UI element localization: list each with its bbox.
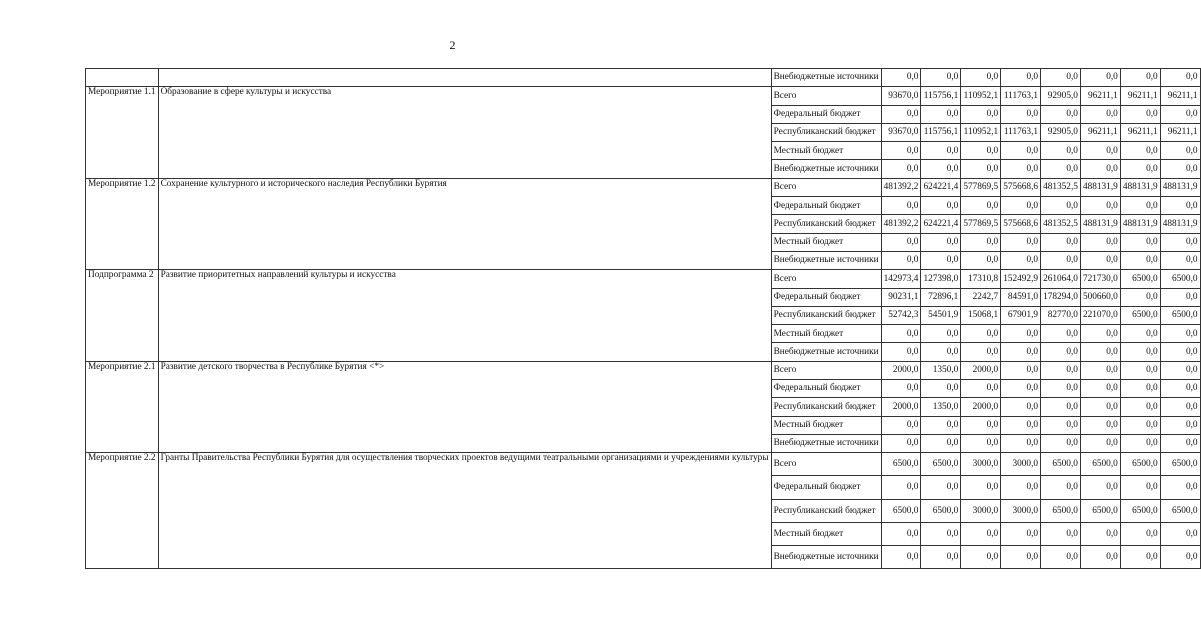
value-cell: 0,0 [961,105,1001,123]
value-cell: 0,0 [1001,545,1041,568]
value-cell: 0,0 [1080,69,1120,87]
value-cell: 0,0 [881,251,921,269]
value-cell: 0,0 [1160,142,1200,160]
value-cell: 115756,1 [921,87,961,105]
value-cell: 0,0 [961,69,1001,87]
value-cell: 0,0 [921,325,961,343]
value-cell: 0,0 [1001,361,1041,379]
value-cell: 0,0 [1001,434,1041,452]
value-cell: 6500,0 [1041,453,1081,476]
funding-source: Республиканский бюджет [771,123,881,141]
value-cell: 0,0 [1160,361,1200,379]
value-cell: 0,0 [1041,325,1081,343]
value-cell: 0,0 [1160,325,1200,343]
value-cell: 0,0 [1001,343,1041,361]
value-cell: 178294,0 [1041,288,1081,306]
value-cell: 6500,0 [1120,499,1160,522]
value-cell: 1350,0 [921,398,961,416]
value-cell: 6500,0 [1120,270,1160,288]
value-cell: 0,0 [1041,160,1081,178]
value-cell: 0,0 [1080,398,1120,416]
value-cell: 67901,9 [1001,306,1041,324]
value-cell: 0,0 [881,325,921,343]
activity-name: Мероприятие 2.2 [86,453,159,569]
value-cell: 0,0 [921,251,961,269]
value-cell: 0,0 [921,69,961,87]
value-cell: 261064,0 [1041,270,1081,288]
activity-name: Мероприятие 1.2 [86,178,159,269]
value-cell: 6500,0 [1120,453,1160,476]
value-cell: 0,0 [881,545,921,568]
value-cell: 0,0 [1160,398,1200,416]
value-cell: 6500,0 [1080,499,1120,522]
value-cell: 15068,1 [961,306,1001,324]
activity-name: Мероприятие 2.1 [86,361,159,452]
value-cell: 0,0 [881,197,921,215]
value-cell: 0,0 [881,434,921,452]
value-cell: 96211,1 [1120,123,1160,141]
value-cell: 481352,5 [1041,178,1081,196]
value-cell: 0,0 [1041,361,1081,379]
value-cell: 0,0 [1080,160,1120,178]
value-cell: 2000,0 [961,398,1001,416]
value-cell: 0,0 [921,197,961,215]
value-cell: 0,0 [1120,476,1160,499]
value-cell: 0,0 [1041,522,1081,545]
value-cell: 93670,0 [881,123,921,141]
funding-source: Всего [771,87,881,105]
value-cell: 0,0 [881,142,921,160]
value-cell: 92905,0 [1041,123,1081,141]
value-cell: 0,0 [881,105,921,123]
value-cell: 0,0 [1120,522,1160,545]
value-cell: 90231,1 [881,288,921,306]
value-cell: 0,0 [1080,476,1120,499]
value-cell: 0,0 [1120,361,1160,379]
value-cell: 0,0 [881,476,921,499]
value-cell: 481392,2 [881,215,921,233]
value-cell: 0,0 [1041,380,1081,398]
value-cell: 0,0 [1001,105,1041,123]
value-cell: 577869,5 [961,215,1001,233]
value-cell: 111763,1 [1001,87,1041,105]
value-cell: 0,0 [1120,288,1160,306]
value-cell: 0,0 [921,160,961,178]
empty-name-cell [86,69,159,87]
value-cell: 0,0 [1080,434,1120,452]
value-cell: 96211,1 [1080,123,1120,141]
funding-source: Федеральный бюджет [771,476,881,499]
value-cell: 0,0 [1160,545,1200,568]
value-cell: 6500,0 [1160,306,1200,324]
funding-source: Федеральный бюджет [771,105,881,123]
value-cell: 0,0 [1041,233,1081,251]
value-cell: 72896,1 [921,288,961,306]
value-cell: 488131,9 [1120,215,1160,233]
value-cell: 0,0 [1041,545,1081,568]
value-cell: 0,0 [1041,197,1081,215]
value-cell: 0,0 [1160,434,1200,452]
table-row [86,453,1201,476]
value-cell: 0,0 [961,380,1001,398]
value-cell: 0,0 [1001,380,1041,398]
activity-description: Развитие приоритетных направлений культуры и искусства [158,270,771,361]
value-cell: 488131,9 [1080,215,1120,233]
value-cell: 111763,1 [1001,123,1041,141]
activity-description: Развитие детского творчества в Республике Бурятия <*> [158,361,771,452]
value-cell: 500660,0 [1080,288,1120,306]
value-cell: 0,0 [1120,142,1160,160]
table-row [86,87,1201,105]
value-cell: 142973,4 [881,270,921,288]
value-cell: 575668,6 [1001,178,1041,196]
value-cell: 0,0 [1120,545,1160,568]
activity-description: Гранты Правительства Республики Бурятия для осуществления творческих проектов ведущими театральными организациями и учреждениями культуры [158,453,771,569]
value-cell: 82770,0 [1041,306,1081,324]
value-cell: 0,0 [881,160,921,178]
value-cell: 93670,0 [881,87,921,105]
table-row [86,270,1201,288]
value-cell: 0,0 [1160,197,1200,215]
value-cell: 0,0 [1080,361,1120,379]
value-cell: 0,0 [921,416,961,434]
value-cell: 0,0 [1120,233,1160,251]
value-cell: 1350,0 [921,361,961,379]
value-cell: 488131,9 [1120,178,1160,196]
table-row [86,178,1201,196]
funding-source: Республиканский бюджет [771,398,881,416]
value-cell: 110952,1 [961,123,1001,141]
value-cell: 115756,1 [921,123,961,141]
value-cell: 6500,0 [1160,499,1200,522]
value-cell: 2000,0 [881,398,921,416]
value-cell: 2000,0 [881,361,921,379]
value-cell: 0,0 [1120,197,1160,215]
value-cell: 0,0 [1001,325,1041,343]
value-cell: 0,0 [1120,69,1160,87]
value-cell: 0,0 [961,434,1001,452]
value-cell: 0,0 [961,416,1001,434]
value-cell: 6500,0 [1041,499,1081,522]
funding-source: Всего [771,178,881,196]
table-row [86,69,1201,87]
value-cell: 721730,0 [1080,270,1120,288]
value-cell: 0,0 [1160,343,1200,361]
value-cell: 6500,0 [1160,453,1200,476]
value-cell: 0,0 [1080,522,1120,545]
value-cell: 0,0 [1120,416,1160,434]
value-cell: 0,0 [1080,142,1120,160]
funding-source: Внебюджетные источники [771,69,881,87]
value-cell: 0,0 [961,197,1001,215]
funding-source: Всего [771,361,881,379]
value-cell: 152492,9 [1001,270,1041,288]
value-cell: 0,0 [961,476,1001,499]
activity-description: Сохранение культурного и исторического наследия Республики Бурятия [158,178,771,269]
value-cell: 54501,9 [921,306,961,324]
value-cell: 481352,5 [1041,215,1081,233]
value-cell: 0,0 [961,142,1001,160]
value-cell: 0,0 [1001,197,1041,215]
activity-name: Мероприятие 1.1 [86,87,159,178]
value-cell: 96211,1 [1160,123,1200,141]
value-cell: 0,0 [1080,251,1120,269]
value-cell: 0,0 [1160,522,1200,545]
funding-source: Федеральный бюджет [771,197,881,215]
value-cell: 0,0 [1120,325,1160,343]
value-cell: 0,0 [921,434,961,452]
value-cell: 0,0 [961,233,1001,251]
value-cell: 6500,0 [921,499,961,522]
value-cell: 0,0 [881,380,921,398]
value-cell: 0,0 [1041,105,1081,123]
value-cell: 0,0 [1041,476,1081,499]
value-cell: 0,0 [1001,416,1041,434]
value-cell: 17310,8 [961,270,1001,288]
value-cell: 0,0 [1120,398,1160,416]
value-cell: 2000,0 [961,361,1001,379]
value-cell: 0,0 [1080,380,1120,398]
value-cell: 0,0 [1160,476,1200,499]
value-cell: 127398,0 [921,270,961,288]
value-cell: 0,0 [921,522,961,545]
value-cell: 6500,0 [921,453,961,476]
value-cell: 577869,5 [961,178,1001,196]
value-cell: 0,0 [1041,398,1081,416]
value-cell: 6500,0 [1120,306,1160,324]
value-cell: 92905,0 [1041,87,1081,105]
value-cell: 0,0 [1120,434,1160,452]
value-cell: 0,0 [1080,233,1120,251]
budget-table-body [86,69,1201,569]
value-cell: 0,0 [1041,434,1081,452]
value-cell: 624221,4 [921,215,961,233]
value-cell: 0,0 [1001,69,1041,87]
value-cell: 0,0 [1160,288,1200,306]
value-cell: 575668,6 [1001,215,1041,233]
value-cell: 0,0 [881,416,921,434]
value-cell: 96211,1 [1160,87,1200,105]
value-cell: 0,0 [1001,233,1041,251]
funding-source: Внебюджетные источники [771,160,881,178]
value-cell: 0,0 [961,325,1001,343]
activity-description: Образование в сфере культуры и искусства [158,87,771,178]
value-cell: 0,0 [1001,160,1041,178]
value-cell: 0,0 [961,251,1001,269]
value-cell: 488131,9 [1080,178,1120,196]
value-cell: 96211,1 [1080,87,1120,105]
value-cell: 0,0 [921,380,961,398]
value-cell: 0,0 [1001,476,1041,499]
budget-table [85,68,1201,569]
value-cell: 0,0 [1080,545,1120,568]
funding-source: Местный бюджет [771,522,881,545]
funding-source: Внебюджетные источники [771,343,881,361]
value-cell: 0,0 [921,105,961,123]
value-cell: 0,0 [921,233,961,251]
value-cell: 0,0 [881,522,921,545]
value-cell: 0,0 [1080,416,1120,434]
value-cell: 0,0 [1160,233,1200,251]
value-cell: 6500,0 [1080,453,1120,476]
value-cell: 481392,2 [881,178,921,196]
value-cell: 0,0 [1001,522,1041,545]
table-row [86,361,1201,379]
value-cell: 0,0 [961,343,1001,361]
value-cell: 0,0 [1160,251,1200,269]
value-cell: 0,0 [1080,197,1120,215]
funding-source: Местный бюджет [771,142,881,160]
value-cell: 0,0 [1041,416,1081,434]
value-cell: 0,0 [921,545,961,568]
value-cell: 96211,1 [1120,87,1160,105]
value-cell: 0,0 [961,545,1001,568]
value-cell: 221070,0 [1080,306,1120,324]
value-cell: 3000,0 [961,453,1001,476]
value-cell: 110952,1 [961,87,1001,105]
value-cell: 6500,0 [881,499,921,522]
funding-source: Местный бюджет [771,233,881,251]
value-cell: 84591,0 [1001,288,1041,306]
empty-description-cell [158,69,771,87]
value-cell: 0,0 [881,233,921,251]
value-cell: 488131,9 [1160,215,1200,233]
value-cell: 2242,7 [961,288,1001,306]
funding-source: Местный бюджет [771,416,881,434]
value-cell: 0,0 [1041,343,1081,361]
value-cell: 3000,0 [961,499,1001,522]
value-cell: 0,0 [1001,398,1041,416]
funding-source: Внебюджетные источники [771,251,881,269]
value-cell: 0,0 [1041,251,1081,269]
value-cell: 0,0 [1160,69,1200,87]
value-cell: 52742,3 [881,306,921,324]
value-cell: 0,0 [1080,105,1120,123]
funding-source: Местный бюджет [771,325,881,343]
value-cell: 488131,9 [1160,178,1200,196]
value-cell: 0,0 [1160,380,1200,398]
value-cell: 0,0 [961,160,1001,178]
activity-name: Подпрограмма 2 [86,270,159,361]
value-cell: 0,0 [1041,142,1081,160]
funding-source: Федеральный бюджет [771,380,881,398]
value-cell: 3000,0 [1001,453,1041,476]
funding-source: Всего [771,270,881,288]
value-cell: 624221,4 [921,178,961,196]
value-cell: 0,0 [921,142,961,160]
value-cell: 0,0 [921,343,961,361]
value-cell: 0,0 [1001,142,1041,160]
value-cell: 6500,0 [881,453,921,476]
value-cell: 0,0 [1160,105,1200,123]
value-cell: 0,0 [881,343,921,361]
funding-source: Всего [771,453,881,476]
funding-source: Республиканский бюджет [771,499,881,522]
funding-source: Республиканский бюджет [771,215,881,233]
value-cell: 0,0 [1160,160,1200,178]
funding-source: Республиканский бюджет [771,306,881,324]
funding-source: Внебюджетные источники [771,434,881,452]
page-number: 2 [449,38,456,52]
value-cell: 0,0 [1080,343,1120,361]
value-cell: 0,0 [1080,325,1120,343]
funding-source: Федеральный бюджет [771,288,881,306]
value-cell: 0,0 [921,476,961,499]
value-cell: 0,0 [1120,105,1160,123]
value-cell: 0,0 [881,69,921,87]
value-cell: 0,0 [1120,380,1160,398]
value-cell: 0,0 [1041,69,1081,87]
value-cell: 6500,0 [1160,270,1200,288]
value-cell: 0,0 [1120,251,1160,269]
value-cell: 0,0 [1160,416,1200,434]
funding-source: Внебюджетные источники [771,545,881,568]
value-cell: 0,0 [1120,343,1160,361]
value-cell: 0,0 [1120,160,1160,178]
value-cell: 3000,0 [1001,499,1041,522]
value-cell: 0,0 [961,522,1001,545]
value-cell: 0,0 [1001,251,1041,269]
